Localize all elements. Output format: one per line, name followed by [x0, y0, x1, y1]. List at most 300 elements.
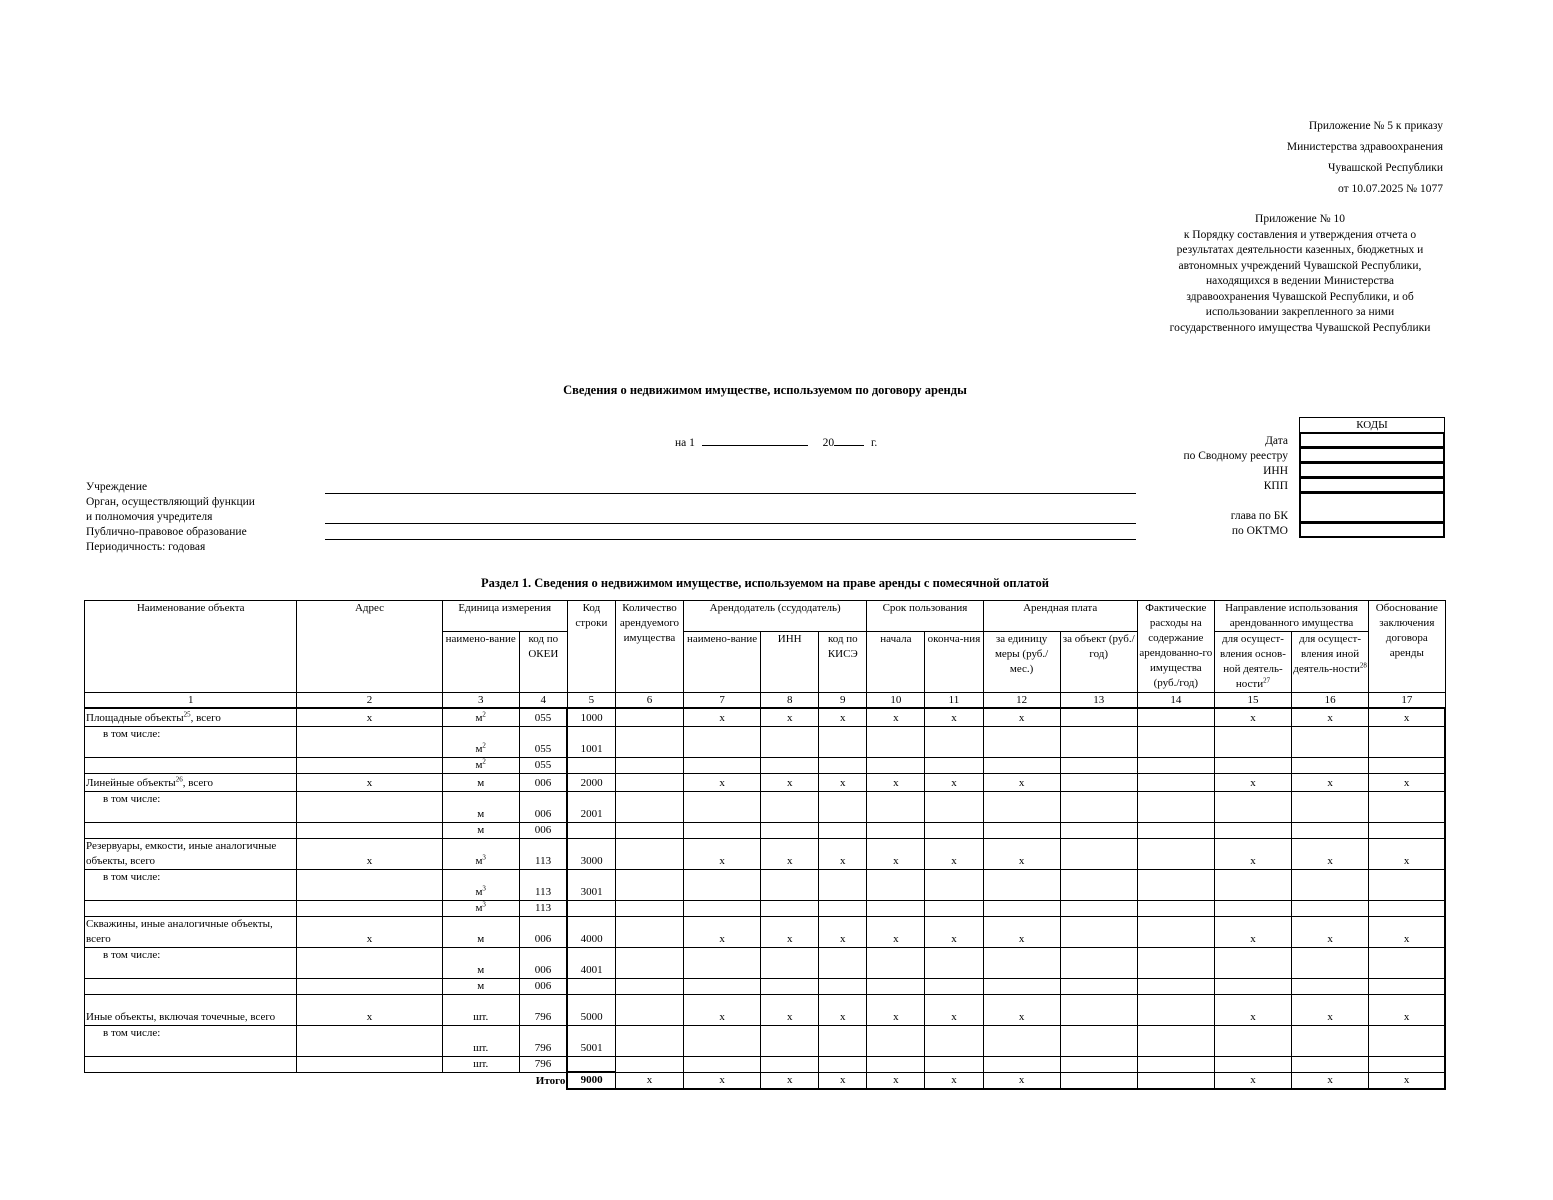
- x-mark: x: [1292, 916, 1369, 947]
- value-cell[interactable]: [1137, 822, 1214, 838]
- total-code: 9000: [567, 1072, 615, 1089]
- value-cell[interactable]: [1369, 822, 1445, 838]
- value-cell[interactable]: [867, 791, 925, 822]
- header-actual: Фактические расходы на содержание арендованно-го имущества (руб./год): [1137, 601, 1214, 693]
- value-cell[interactable]: [983, 869, 1060, 900]
- unit-text: м: [475, 901, 483, 914]
- value-cell[interactable]: [1369, 947, 1445, 978]
- x-mark: x: [297, 708, 442, 726]
- value-cell[interactable]: [1214, 726, 1291, 757]
- value-cell[interactable]: [567, 822, 615, 838]
- value-cell[interactable]: [761, 1025, 819, 1056]
- value-cell[interactable]: [1060, 1056, 1137, 1072]
- value-cell[interactable]: [1137, 708, 1214, 726]
- value-cell[interactable]: [1292, 757, 1369, 773]
- code-label-inn: ИНН: [1263, 465, 1288, 477]
- value-cell[interactable]: [819, 1025, 867, 1056]
- x-mark: x: [1214, 838, 1291, 869]
- value-cell[interactable]: [983, 1025, 1060, 1056]
- table-row-extra: [85, 822, 1446, 838]
- value-cell[interactable]: [615, 1056, 683, 1072]
- value-cell[interactable]: [297, 822, 442, 838]
- object-name: [85, 773, 297, 791]
- footnote-ref: 26: [175, 774, 183, 783]
- header-dir-other: [1292, 632, 1369, 693]
- table-row-sub: [85, 726, 1446, 757]
- value-cell[interactable]: [615, 791, 683, 822]
- value-cell[interactable]: [684, 822, 761, 838]
- unit-text: м: [477, 776, 485, 789]
- value-cell[interactable]: [1137, 1072, 1214, 1089]
- value-cell[interactable]: [1369, 978, 1445, 994]
- code-cell-registry[interactable]: [1299, 447, 1445, 463]
- value-cell[interactable]: [297, 978, 442, 994]
- column-number: 6: [615, 693, 683, 709]
- value-cell[interactable]: [1292, 791, 1369, 822]
- object-name-text: Иные объекты, включая точечные, всего: [86, 1010, 276, 1023]
- value-cell[interactable]: [1369, 869, 1445, 900]
- value-cell[interactable]: [567, 978, 615, 994]
- header-unit-name: наимено-вание: [442, 632, 519, 693]
- x-mark: x: [1369, 708, 1445, 726]
- value-cell[interactable]: [615, 900, 683, 916]
- code-cell-kpp[interactable]: [1299, 477, 1445, 493]
- row-code: 4001: [567, 947, 615, 978]
- header-unit-code: код по ОКЕИ: [519, 632, 567, 693]
- okei-code: 796: [519, 994, 567, 1025]
- column-number: 7: [684, 693, 761, 709]
- value-cell[interactable]: [1137, 726, 1214, 757]
- x-mark: x: [925, 994, 983, 1025]
- x-mark: x: [761, 773, 819, 791]
- value-cell[interactable]: [684, 1025, 761, 1056]
- unit-text: шт.: [473, 1010, 489, 1023]
- value-cell[interactable]: [1060, 869, 1137, 900]
- value-cell[interactable]: [867, 947, 925, 978]
- founder-label-1: Орган, осуществляющий функции: [86, 496, 255, 508]
- row-code: 5001: [567, 1025, 615, 1056]
- okei-code: 796: [519, 1056, 567, 1072]
- value-cell[interactable]: [684, 1056, 761, 1072]
- unit-name: [442, 726, 519, 757]
- header-qty: Количество арендуемого имущества: [615, 601, 683, 693]
- value-cell[interactable]: [983, 947, 1060, 978]
- unit-name: [442, 838, 519, 869]
- value-cell[interactable]: [1137, 757, 1214, 773]
- x-mark: x: [983, 708, 1060, 726]
- value-cell[interactable]: [983, 822, 1060, 838]
- value-cell[interactable]: [1060, 1072, 1137, 1089]
- value-cell[interactable]: [1214, 1056, 1291, 1072]
- x-mark: x: [1369, 1072, 1445, 1089]
- value-cell[interactable]: [567, 900, 615, 916]
- x-mark: x: [684, 708, 761, 726]
- value-cell[interactable]: [1060, 757, 1137, 773]
- value-cell[interactable]: [615, 869, 683, 900]
- value-cell[interactable]: [983, 791, 1060, 822]
- x-mark: x: [867, 1072, 925, 1089]
- value-cell[interactable]: [684, 726, 761, 757]
- value-cell[interactable]: [925, 791, 983, 822]
- value-cell[interactable]: [1060, 994, 1137, 1025]
- value-cell[interactable]: [615, 726, 683, 757]
- value-cell[interactable]: [983, 757, 1060, 773]
- value-cell[interactable]: [761, 947, 819, 978]
- value-cell[interactable]: [819, 978, 867, 994]
- okei-code: 055: [519, 757, 567, 773]
- value-cell[interactable]: [1137, 773, 1214, 791]
- value-cell[interactable]: [1292, 1056, 1369, 1072]
- unit-power: 3: [482, 900, 486, 908]
- okei-code: 113: [519, 838, 567, 869]
- value-cell[interactable]: [819, 1056, 867, 1072]
- value-cell[interactable]: [684, 757, 761, 773]
- table-row-sub: [85, 791, 1446, 822]
- value-cell[interactable]: [1137, 838, 1214, 869]
- value-cell[interactable]: [867, 757, 925, 773]
- unit-name: [442, 978, 519, 994]
- x-mark: x: [1369, 994, 1445, 1025]
- value-cell[interactable]: [85, 900, 297, 916]
- value-cell[interactable]: [567, 757, 615, 773]
- value-cell[interactable]: [297, 869, 442, 900]
- report-date-line: [675, 434, 877, 449]
- table-row-total: [85, 708, 1446, 726]
- institution-field[interactable]: [325, 493, 1136, 494]
- value-cell[interactable]: [761, 869, 819, 900]
- x-mark: x: [297, 838, 442, 869]
- object-name-tail: , всего: [182, 776, 213, 789]
- x-mark: x: [867, 838, 925, 869]
- code-label-date: Дата: [1265, 435, 1288, 447]
- value-cell[interactable]: [925, 822, 983, 838]
- value-cell[interactable]: [684, 900, 761, 916]
- value-cell[interactable]: [1292, 978, 1369, 994]
- unit-name: [442, 916, 519, 947]
- including-label: в том числе:: [85, 726, 297, 757]
- value-cell[interactable]: [1214, 900, 1291, 916]
- value-cell[interactable]: [761, 726, 819, 757]
- value-cell[interactable]: [761, 900, 819, 916]
- value-cell[interactable]: [1214, 978, 1291, 994]
- value-cell[interactable]: [1214, 791, 1291, 822]
- okei-code: 006: [519, 773, 567, 791]
- value-cell[interactable]: [297, 726, 442, 757]
- unit-text: м: [477, 979, 485, 992]
- order-reference: [1287, 116, 1443, 200]
- appendix10-line: использовании закрепленного за ними: [1205, 306, 1395, 318]
- unit-text: м: [477, 963, 485, 976]
- value-cell[interactable]: [925, 1056, 983, 1072]
- value-cell[interactable]: [925, 726, 983, 757]
- value-cell[interactable]: [684, 947, 761, 978]
- value-cell[interactable]: [1292, 726, 1369, 757]
- value-cell[interactable]: [983, 726, 1060, 757]
- value-cell[interactable]: [684, 978, 761, 994]
- date-prefix: на 1: [675, 437, 695, 449]
- value-cell[interactable]: [615, 916, 683, 947]
- object-name-tail: , всего: [190, 711, 221, 724]
- x-mark: x: [867, 994, 925, 1025]
- x-mark: x: [1214, 994, 1291, 1025]
- x-mark: x: [297, 773, 442, 791]
- value-cell[interactable]: [1292, 822, 1369, 838]
- value-cell[interactable]: [1214, 822, 1291, 838]
- x-mark: x: [983, 916, 1060, 947]
- value-cell[interactable]: [761, 1056, 819, 1072]
- value-cell[interactable]: [297, 757, 442, 773]
- okei-code: 006: [519, 791, 567, 822]
- value-cell[interactable]: [761, 822, 819, 838]
- value-cell[interactable]: [1137, 1025, 1214, 1056]
- total-label: Итого: [535, 1075, 566, 1087]
- section-title: Раздел 1. Сведения о недвижимом имуществе, используемом на праве аренды с помесячной оплатой: [481, 576, 1049, 590]
- object-name-text: Резервуары, емкости, иные аналогичные объекты, всего: [86, 839, 277, 867]
- value-cell[interactable]: [761, 757, 819, 773]
- table-row-grand-total: [85, 1072, 1446, 1089]
- value-cell[interactable]: [297, 791, 442, 822]
- value-cell[interactable]: [1369, 1056, 1445, 1072]
- value-cell[interactable]: [1214, 947, 1291, 978]
- value-cell[interactable]: [1060, 916, 1137, 947]
- x-mark: x: [1214, 1072, 1291, 1089]
- table-row-sub: [85, 1025, 1446, 1056]
- value-cell[interactable]: [867, 1056, 925, 1072]
- value-cell[interactable]: [761, 791, 819, 822]
- table-row-extra: [85, 900, 1446, 916]
- value-cell[interactable]: [684, 869, 761, 900]
- header-unit: Единица измерения: [442, 601, 567, 632]
- value-cell[interactable]: [615, 947, 683, 978]
- value-cell[interactable]: [819, 947, 867, 978]
- object-name-text: Линейные объекты: [86, 776, 176, 789]
- value-cell[interactable]: [819, 869, 867, 900]
- x-mark: x: [819, 1072, 867, 1089]
- value-cell[interactable]: [1060, 773, 1137, 791]
- x-mark: x: [867, 916, 925, 947]
- x-mark: x: [297, 994, 442, 1025]
- unit-text: шт.: [473, 1041, 489, 1054]
- value-cell[interactable]: [1214, 757, 1291, 773]
- lease-table: [84, 600, 1446, 1090]
- appendix10-line: к Порядку составления и утверждения отчета о: [1183, 228, 1417, 241]
- x-mark: x: [1292, 708, 1369, 726]
- value-cell[interactable]: [1060, 791, 1137, 822]
- x-mark: x: [761, 708, 819, 726]
- code-cell-inn[interactable]: [1299, 462, 1445, 478]
- header-name: Наименование объекта: [85, 601, 297, 693]
- footnote-27: 27: [1263, 676, 1271, 685]
- value-cell[interactable]: [297, 1025, 442, 1056]
- value-cell[interactable]: [85, 822, 297, 838]
- x-mark: x: [1214, 773, 1291, 791]
- x-mark: x: [1292, 838, 1369, 869]
- value-cell[interactable]: [615, 838, 683, 869]
- value-cell[interactable]: [867, 900, 925, 916]
- value-cell[interactable]: [925, 947, 983, 978]
- value-cell[interactable]: [1060, 947, 1137, 978]
- value-cell[interactable]: [819, 726, 867, 757]
- value-cell[interactable]: [867, 978, 925, 994]
- founder-field[interactable]: [325, 523, 1136, 524]
- table-row-sub: [85, 947, 1446, 978]
- value-cell[interactable]: [1214, 869, 1291, 900]
- value-cell[interactable]: [1137, 916, 1214, 947]
- appendix5-text: Приложение № 5 к приказу: [1308, 120, 1443, 132]
- value-cell[interactable]: [1369, 900, 1445, 916]
- value-cell[interactable]: [761, 978, 819, 994]
- header-term: Срок пользования: [867, 601, 983, 632]
- code-cell-oktmo[interactable]: [1299, 522, 1445, 538]
- institution-label: Учреждение: [86, 481, 148, 493]
- value-cell[interactable]: [1137, 978, 1214, 994]
- x-mark: x: [761, 994, 819, 1025]
- value-cell[interactable]: [1060, 1025, 1137, 1056]
- unit-name: [442, 900, 519, 916]
- header-rent: Арендная плата: [983, 601, 1137, 632]
- unit-name: [442, 708, 519, 726]
- value-cell[interactable]: [1369, 1025, 1445, 1056]
- value-cell[interactable]: [297, 947, 442, 978]
- object-name-text: Скважины, иные аналогичные объекты, всего: [86, 917, 273, 945]
- value-cell[interactable]: [615, 978, 683, 994]
- column-number: 3: [442, 693, 519, 709]
- value-cell[interactable]: [615, 708, 683, 726]
- header-dir-main: [1214, 632, 1291, 693]
- date-day-month-field[interactable]: [702, 434, 808, 446]
- value-cell[interactable]: [925, 900, 983, 916]
- value-cell[interactable]: [1060, 900, 1137, 916]
- header-address: Адрес: [297, 601, 442, 693]
- unit-name: [442, 1025, 519, 1056]
- x-mark: x: [1214, 708, 1291, 726]
- object-name: [85, 838, 297, 869]
- value-cell[interactable]: [819, 900, 867, 916]
- including-label: в том числе:: [85, 947, 297, 978]
- public-entity-label: Публично-правовое образование: [86, 526, 247, 538]
- value-cell[interactable]: [925, 1025, 983, 1056]
- value-cell[interactable]: [615, 994, 683, 1025]
- table-row-total: [85, 994, 1446, 1025]
- value-cell[interactable]: [1137, 1056, 1214, 1072]
- value-cell[interactable]: [1060, 708, 1137, 726]
- public-entity-field[interactable]: [325, 539, 1136, 540]
- unit-text: м: [475, 742, 483, 755]
- column-number: 16: [1292, 693, 1369, 709]
- value-cell[interactable]: [1292, 947, 1369, 978]
- value-cell[interactable]: [85, 757, 297, 773]
- value-cell[interactable]: [1060, 822, 1137, 838]
- row-code: 1001: [567, 726, 615, 757]
- x-mark: x: [925, 916, 983, 947]
- code-cell-bk[interactable]: [1299, 492, 1445, 523]
- x-mark: x: [1369, 773, 1445, 791]
- value-cell[interactable]: [615, 757, 683, 773]
- code-label-oktmo: по ОКТМО: [1231, 525, 1288, 537]
- x-mark: x: [761, 1072, 819, 1089]
- org-fields: [86, 480, 255, 555]
- unit-power: 2: [482, 740, 486, 749]
- unit-text: м: [477, 807, 485, 820]
- value-cell[interactable]: [819, 757, 867, 773]
- header-term-end: оконча-ния: [925, 632, 983, 693]
- date-year-field[interactable]: [834, 434, 864, 446]
- value-cell[interactable]: [867, 1025, 925, 1056]
- row-code: 3000: [567, 838, 615, 869]
- value-cell[interactable]: [1137, 791, 1214, 822]
- unit-text: шт.: [473, 1057, 489, 1070]
- value-cell[interactable]: [983, 1056, 1060, 1072]
- x-mark: x: [684, 916, 761, 947]
- value-cell[interactable]: [1137, 947, 1214, 978]
- value-cell[interactable]: [1292, 1025, 1369, 1056]
- header-row-code: Код строки: [567, 601, 615, 693]
- value-cell[interactable]: [983, 978, 1060, 994]
- appendix10-line: автономных учреждений Чувашской Республики,: [1178, 259, 1422, 272]
- republic-text: Чувашской Республики: [1327, 162, 1443, 174]
- value-cell[interactable]: [684, 791, 761, 822]
- value-cell[interactable]: [1137, 994, 1214, 1025]
- value-cell[interactable]: [925, 757, 983, 773]
- value-cell[interactable]: [925, 978, 983, 994]
- code-cell-date[interactable]: [1299, 432, 1445, 448]
- x-mark: x: [615, 1072, 683, 1089]
- value-cell[interactable]: [867, 822, 925, 838]
- value-cell[interactable]: [297, 1056, 442, 1072]
- value-cell[interactable]: [1214, 1025, 1291, 1056]
- value-cell[interactable]: [819, 791, 867, 822]
- value-cell[interactable]: [615, 1025, 683, 1056]
- value-cell[interactable]: [983, 900, 1060, 916]
- value-cell[interactable]: [1137, 900, 1214, 916]
- value-cell[interactable]: [1292, 900, 1369, 916]
- value-cell[interactable]: [1369, 726, 1445, 757]
- value-cell[interactable]: [1292, 869, 1369, 900]
- row-code: 2000: [567, 773, 615, 791]
- x-mark: x: [1292, 1072, 1369, 1089]
- unit-text: м: [475, 711, 483, 724]
- value-cell[interactable]: [867, 869, 925, 900]
- unit-text: м: [477, 823, 485, 836]
- value-cell[interactable]: [297, 900, 442, 916]
- row-code: 3001: [567, 869, 615, 900]
- value-cell[interactable]: [1369, 757, 1445, 773]
- value-cell[interactable]: [85, 1056, 297, 1072]
- value-cell[interactable]: [1369, 791, 1445, 822]
- unit-name: [442, 994, 519, 1025]
- table-row-total: [85, 773, 1446, 791]
- value-cell[interactable]: [1060, 726, 1137, 757]
- unit-text: м: [477, 932, 485, 945]
- value-cell[interactable]: [1137, 869, 1214, 900]
- unit-name: [442, 773, 519, 791]
- value-cell[interactable]: [1060, 838, 1137, 869]
- value-cell[interactable]: [567, 1056, 615, 1072]
- value-cell[interactable]: [819, 822, 867, 838]
- value-cell[interactable]: [615, 773, 683, 791]
- header-lessor-name: наимено-вание: [684, 632, 761, 693]
- x-mark: x: [983, 1072, 1060, 1089]
- value-cell[interactable]: [867, 726, 925, 757]
- unit-text: м: [475, 758, 483, 771]
- column-number: 4: [519, 693, 567, 709]
- value-cell[interactable]: [615, 822, 683, 838]
- header-dir-other-text: для осущест-вления иной деятель-ности: [1293, 633, 1362, 675]
- value-cell[interactable]: [1060, 978, 1137, 994]
- value-cell[interactable]: [85, 978, 297, 994]
- value-cell[interactable]: [925, 869, 983, 900]
- table-row-total: [85, 916, 1446, 947]
